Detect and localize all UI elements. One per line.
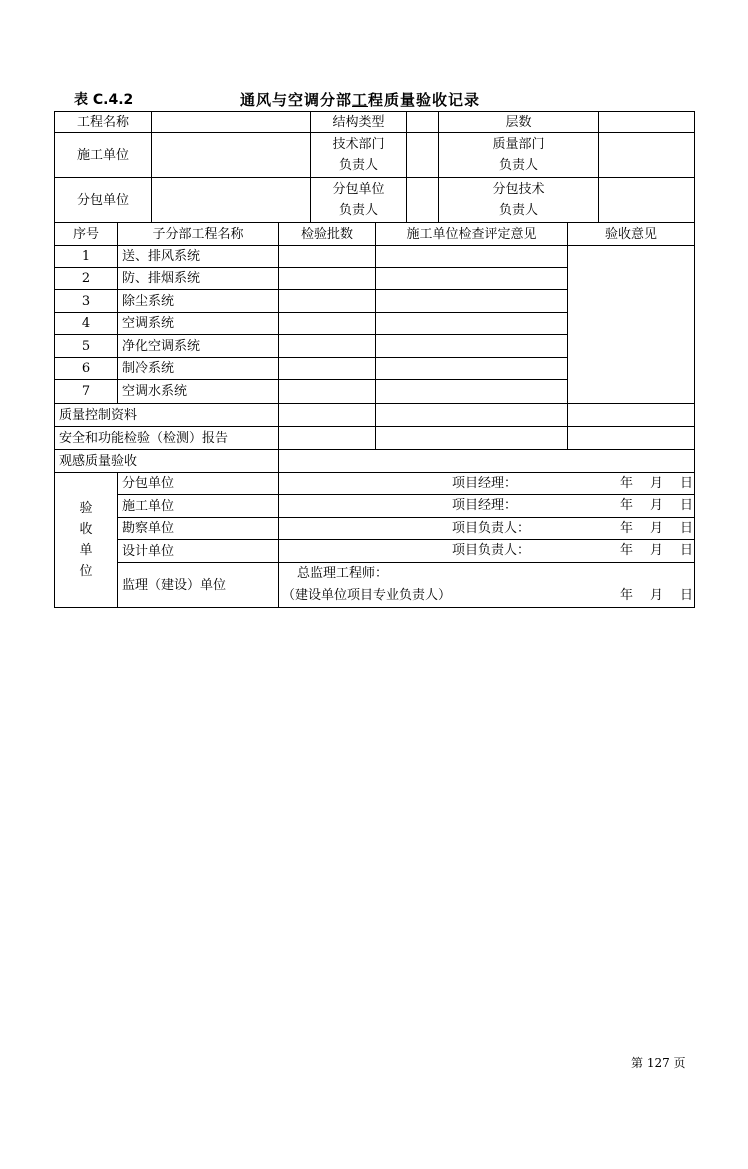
col-header-opinion: 施工单位检查评定意见	[375, 222, 568, 246]
row-no: 7	[54, 379, 118, 404]
acceptance-unit-name: 分包单位	[117, 472, 279, 495]
tech-dept-value[interactable]	[406, 132, 439, 178]
row-name: 空调系统	[117, 312, 279, 335]
row-no: 4	[54, 312, 118, 335]
col-header-batches: 检验批数	[278, 222, 376, 246]
row-no: 6	[54, 357, 118, 380]
row-name: 送、排风系统	[117, 245, 279, 268]
supervision-unit-name: 监理（建设）单位	[117, 562, 279, 608]
row-name: 除尘系统	[117, 289, 279, 313]
subcontract-unit-label: 分包单位	[54, 177, 152, 223]
quality-docs-accept[interactable]	[567, 403, 695, 427]
row-opinion[interactable]	[375, 357, 568, 380]
acceptance-unit-name: 勘察单位	[117, 517, 279, 540]
quality-dept-label: 质量部门 负责人	[438, 132, 599, 178]
floors-value[interactable]	[598, 111, 695, 133]
sub-tech-head-value[interactable]	[598, 177, 695, 223]
row-no: 1	[54, 245, 118, 268]
page-number: 第 127 页	[631, 1056, 686, 1070]
structure-type-label: 结构类型	[310, 111, 407, 133]
row-no: 5	[54, 334, 118, 358]
row-opinion[interactable]	[375, 379, 568, 404]
sub-unit-head-label: 分包单位 负责人	[310, 177, 407, 223]
acceptance-units-label: 验 收 单 位	[54, 472, 118, 608]
sub-unit-head-value[interactable]	[406, 177, 439, 223]
col-header-accept: 验收意见	[567, 222, 695, 246]
quality-docs-batches[interactable]	[278, 403, 376, 427]
appearance-value[interactable]	[278, 449, 695, 473]
construction-unit-value[interactable]	[151, 132, 311, 178]
row-name: 防、排烟系统	[117, 267, 279, 290]
row-opinion[interactable]	[375, 245, 568, 268]
safety-report-label: 安全和功能检验（检测）报告	[54, 426, 279, 450]
table-number: 表 C.4.2	[74, 92, 134, 108]
row-no: 2	[54, 267, 118, 290]
col-header-no: 序号	[54, 222, 118, 246]
acceptance-unit-name: 设计单位	[117, 539, 279, 563]
sub-tech-head-label: 分包技术 负责人	[438, 177, 599, 223]
project-name-value[interactable]	[151, 111, 311, 133]
supervision-unit-sign[interactable]: 总监理工程师： （建设单位项目专业负责人） 年 月 日	[278, 562, 695, 608]
row-name: 制冷系统	[117, 357, 279, 380]
row-batches[interactable]	[278, 245, 376, 268]
row-name: 净化空调系统	[117, 334, 279, 358]
appearance-label: 观感质量验收	[54, 449, 279, 473]
acceptance-unit-sign[interactable]: 项目负责人： 年 月 日	[278, 517, 695, 540]
row-opinion[interactable]	[375, 334, 568, 358]
acceptance-unit-sign[interactable]: 项目负责人： 年 月 日	[278, 539, 695, 563]
col-header-name: 子分部工程名称	[117, 222, 279, 246]
acceptance-unit-sign[interactable]: 项目经理： 年 月 日	[278, 472, 695, 495]
row-opinion[interactable]	[375, 289, 568, 313]
subcontract-unit-value[interactable]	[151, 177, 311, 223]
row-name: 空调水系统	[117, 379, 279, 404]
structure-type-value[interactable]	[406, 111, 439, 133]
safety-report-opinion[interactable]	[375, 426, 568, 450]
floors-label: 层数	[438, 111, 599, 133]
acceptance-unit-name: 施工单位	[117, 494, 279, 518]
row-no: 3	[54, 289, 118, 313]
tech-dept-label: 技术部门 负责人	[310, 132, 407, 178]
row-batches[interactable]	[278, 312, 376, 335]
project-name-label: 工程名称	[54, 111, 152, 133]
row-opinion[interactable]	[375, 267, 568, 290]
quality-dept-value[interactable]	[598, 132, 695, 178]
acceptance-table	[54, 111, 695, 608]
quality-docs-opinion[interactable]	[375, 403, 568, 427]
row-batches[interactable]	[278, 289, 376, 313]
table-title: 通风与空调分部工程质量验收记录	[240, 91, 481, 109]
row-batches[interactable]	[278, 267, 376, 290]
acceptance-unit-sign[interactable]: 项目经理： 年 月 日	[278, 494, 695, 518]
construction-unit-label: 施工单位	[54, 132, 152, 178]
page-header	[54, 91, 695, 111]
row-opinion[interactable]	[375, 312, 568, 335]
safety-report-accept[interactable]	[567, 426, 695, 450]
safety-report-batches[interactable]	[278, 426, 376, 450]
row-batches[interactable]	[278, 357, 376, 380]
acceptance-opinion-area[interactable]	[567, 245, 695, 404]
row-batches[interactable]	[278, 334, 376, 358]
row-batches[interactable]	[278, 379, 376, 404]
quality-docs-label: 质量控制资料	[54, 403, 279, 427]
